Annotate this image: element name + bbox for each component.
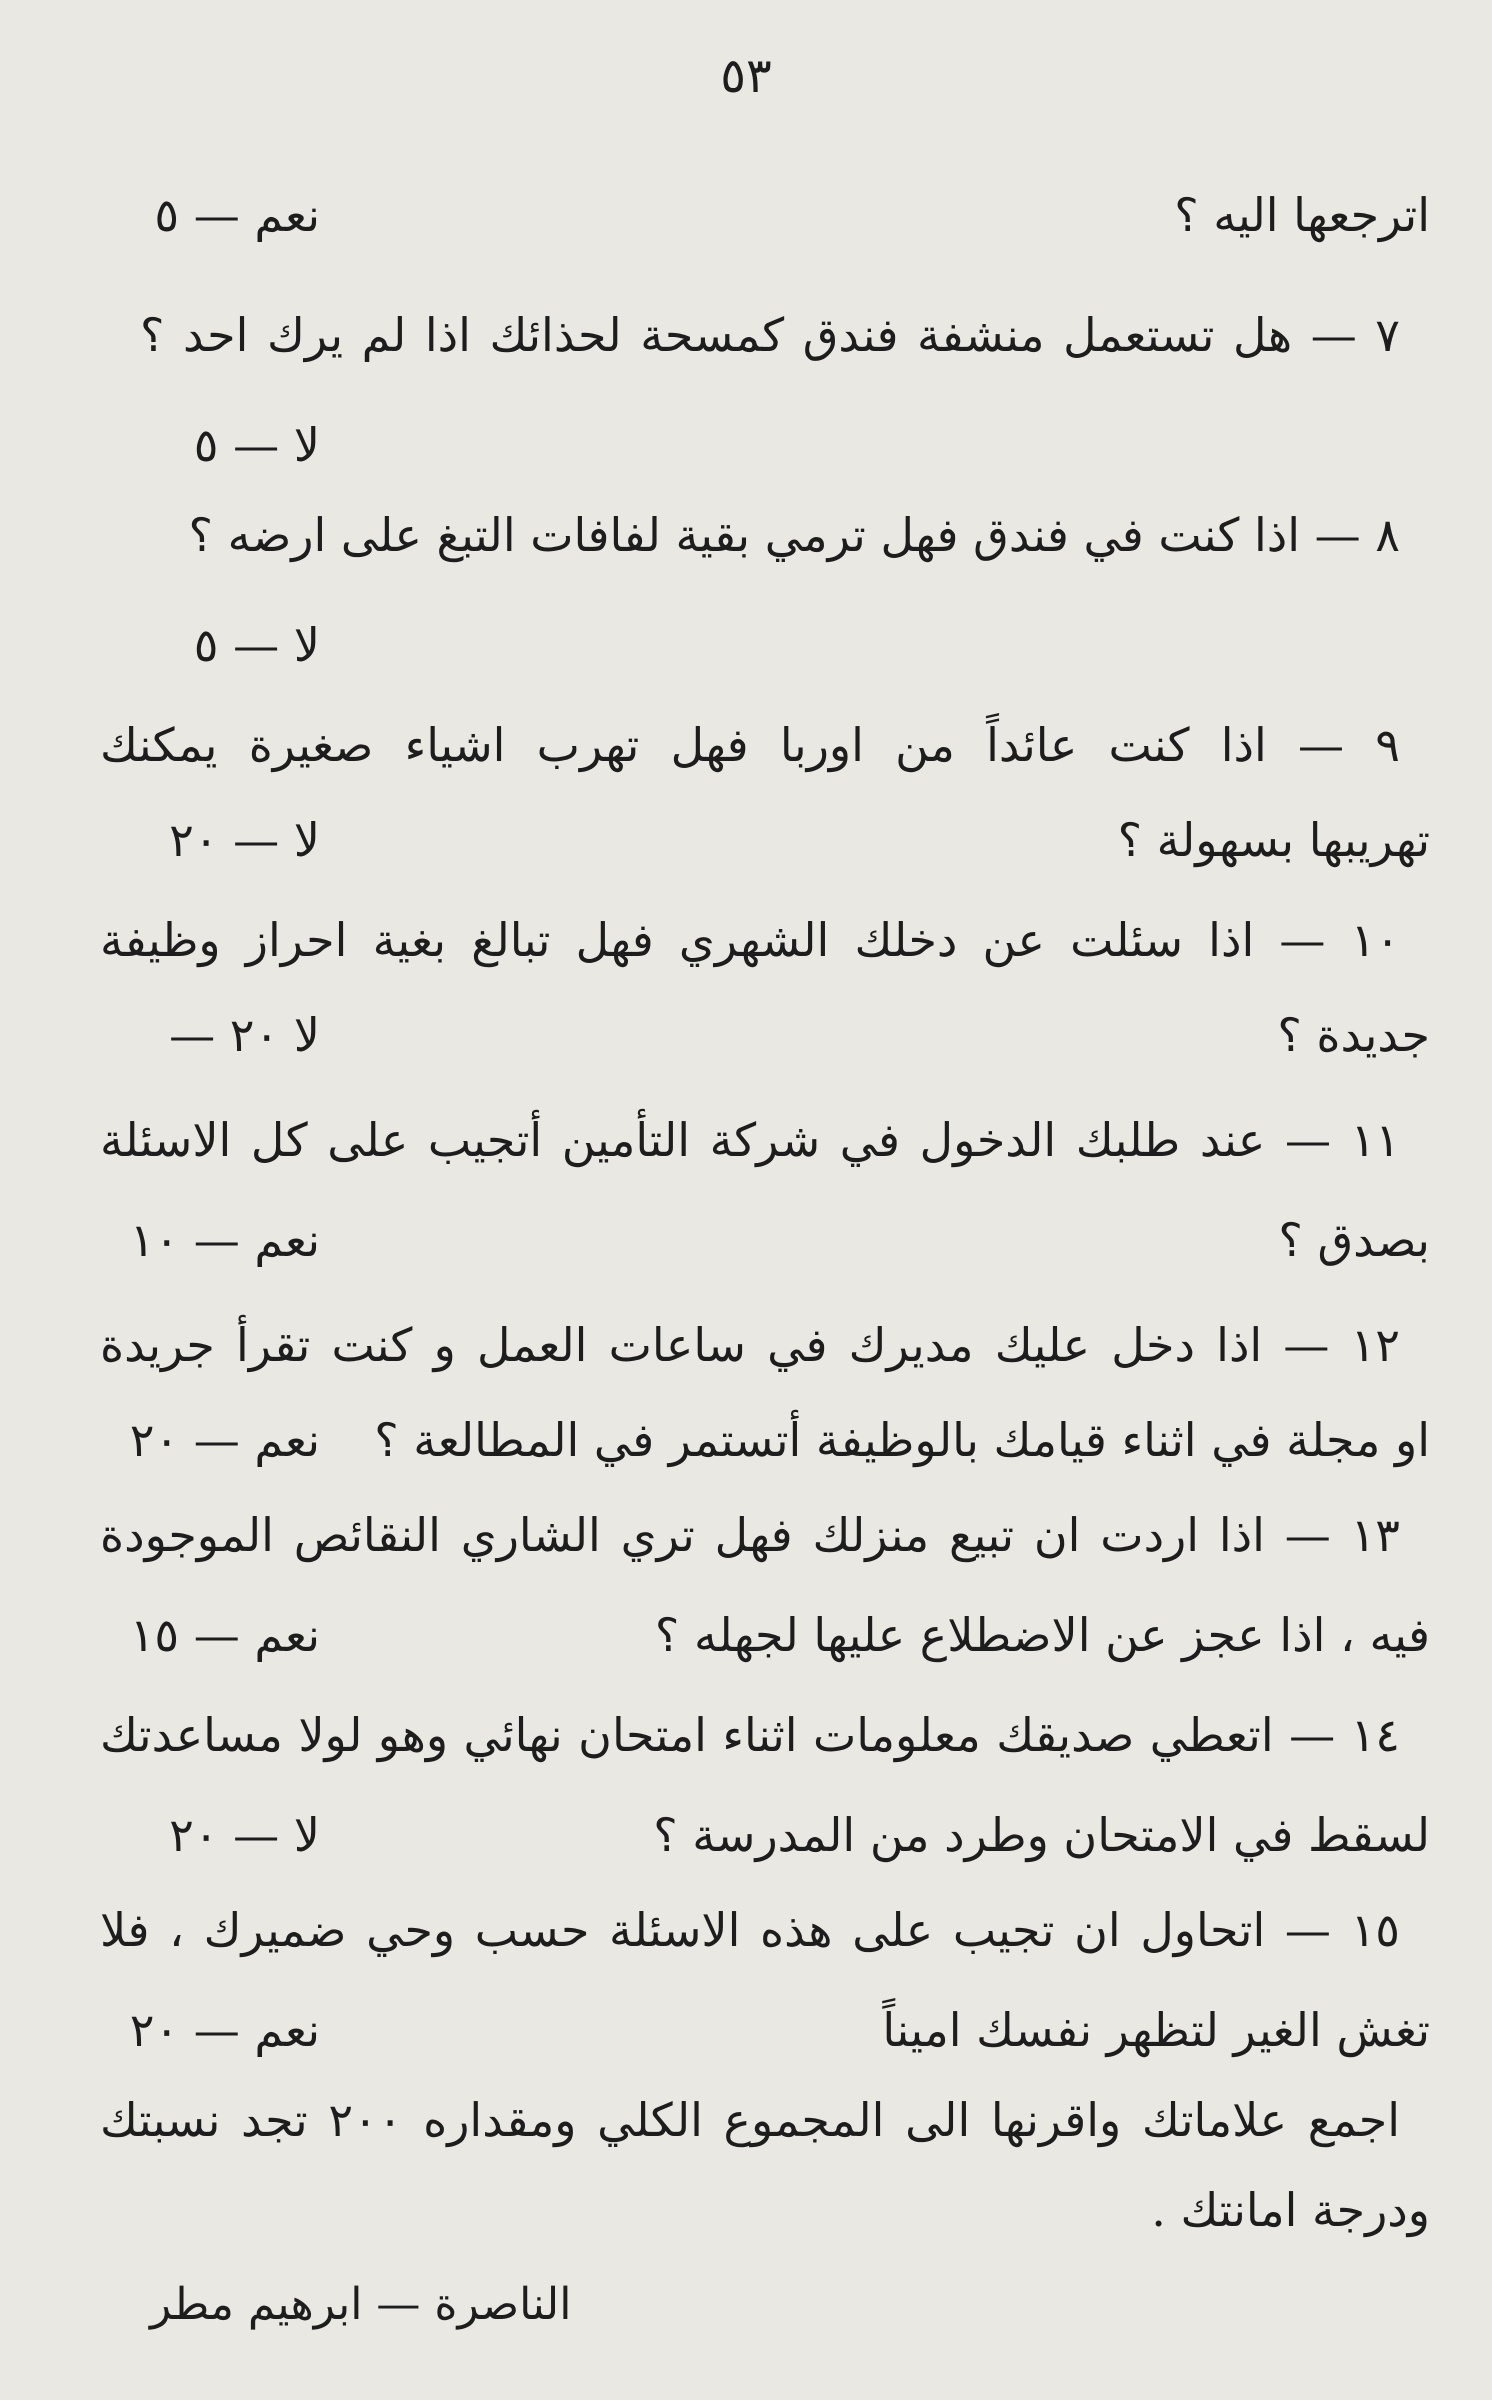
- text-line: [100, 290, 1430, 380]
- answer-score: نعم — ٢٠: [129, 1413, 320, 1467]
- question-text: ١٤ — اتعطي صديقك معلومات اثناء امتحان نهائي وهو لولا مساعدتك: [100, 1708, 1400, 1762]
- answer-score: لا — ٥: [193, 418, 320, 472]
- text-line: [100, 1690, 1430, 1780]
- question-text: ١١ — عند طلبك الدخول في شركة التأمين أتجيب على كل الاسئلة: [100, 1113, 1400, 1167]
- question-text: فيه ، اذا عجز عن الاضطلاع عليها لجهله ؟: [654, 1608, 1430, 1662]
- text-line: [100, 1885, 1430, 1975]
- text-line: [100, 490, 1430, 580]
- answer-score: نعم — ١٠: [129, 1213, 320, 1267]
- text-line: [100, 600, 1430, 690]
- text-line: [100, 1300, 1430, 1390]
- question-text: تغش الغير لتظهر نفسك اميناً: [882, 2003, 1430, 2057]
- answer-score: لا ٢٠ —: [169, 1008, 320, 1062]
- question-text: ١٠ — اذا سئلت عن دخلك الشهري فهل تبالغ بغية احراز وظيفة: [100, 913, 1400, 967]
- question-text: ٨ — اذا كنت في فندق فهل ترمي بقية لفافات التبغ على ارضه ؟: [188, 508, 1400, 562]
- text-line: [100, 1195, 1430, 1285]
- question-text: ١٥ — اتحاول ان تجيب على هذه الاسئلة حسب وحي ضميرك ، فلا: [100, 1903, 1400, 1957]
- question-text: ١٢ — اذا دخل عليك مديرك في ساعات العمل و كنت تقرأ جريدة: [100, 1318, 1400, 1372]
- question-text: اترجعها اليه ؟: [1174, 188, 1430, 242]
- answer-score: لا — ٢٠: [169, 813, 320, 867]
- text-line: [100, 795, 1430, 885]
- question-text: بصدق ؟: [1278, 1213, 1430, 1267]
- question-text: ١٣ — اذا اردت ان تبيع منزلك فهل تري الشاري النقائص الموجودة: [100, 1508, 1400, 1562]
- text-line: [100, 1490, 1430, 1580]
- text-line: [100, 2075, 1430, 2165]
- answer-score: نعم — ٥: [154, 188, 320, 242]
- conclusion-text: اجمع علاماتك واقرنها الى المجموع الكلي ومقداره ٢٠٠ تجد نسبتك: [100, 2093, 1400, 2147]
- conclusion-text: ودرجة امانتك .: [1151, 2183, 1430, 2237]
- text-line: [100, 990, 1430, 1080]
- answer-score: نعم — ٢٠: [129, 2003, 320, 2057]
- answer-score: نعم — ١٥: [129, 1608, 320, 1662]
- question-text: ٩ — اذا كنت عائداً من اوربا فهل تهرب اشياء صغيرة يمكنك: [100, 718, 1400, 772]
- question-text: لسقط في الامتحان وطرد من المدرسة ؟: [653, 1808, 1430, 1862]
- text-line: [100, 1790, 1430, 1880]
- text-line: [100, 1985, 1430, 2075]
- text-line: [100, 895, 1430, 985]
- question-text: ٧ — هل تستعمل منشفة فندق كمسحة لحذائك اذا لم يرك احد ؟: [140, 308, 1400, 362]
- answer-score: لا — ٥: [193, 618, 320, 672]
- text-line: [100, 170, 1430, 260]
- answer-score: لا — ٢٠: [169, 1808, 320, 1862]
- text-line: [100, 1395, 1430, 1485]
- text-line: [100, 2165, 1430, 2255]
- text-line: [100, 1590, 1430, 1680]
- text-line: [100, 1095, 1430, 1185]
- page-number: ٥٣: [720, 48, 772, 104]
- question-text: جديدة ؟: [1277, 1008, 1430, 1062]
- author-signature: الناصرة — ابرهيم مطر: [150, 2279, 572, 2330]
- question-text: تهريبها بسهولة ؟: [1117, 813, 1430, 867]
- text-line: [100, 700, 1430, 790]
- question-text: او مجلة في اثناء قيامك بالوظيفة أتستمر في المطالعة ؟: [374, 1413, 1430, 1467]
- text-line: [100, 400, 1430, 490]
